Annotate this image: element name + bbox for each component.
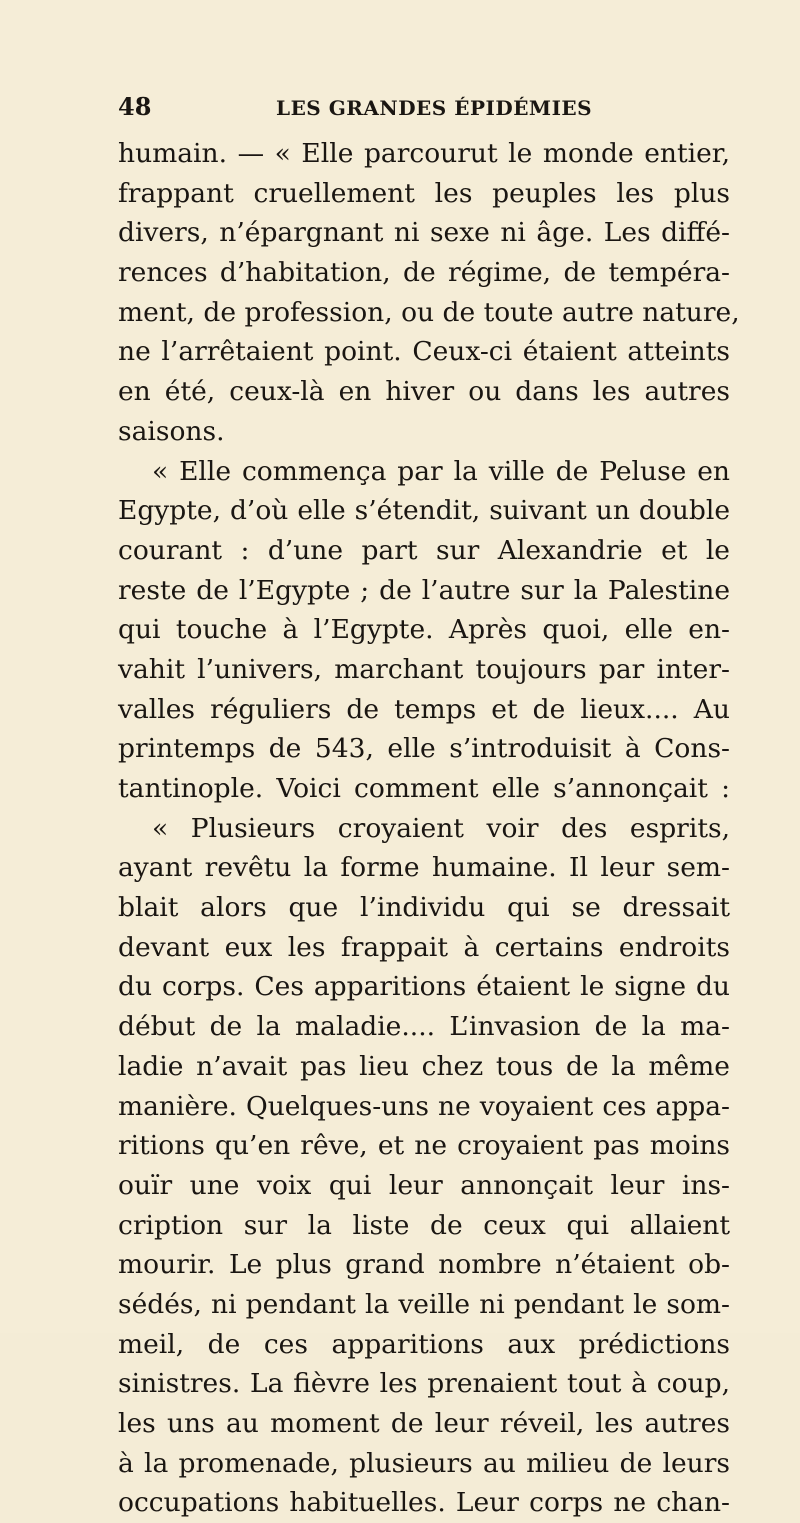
text-line: tantinople. Voici comment elle s’annonçait : (118, 773, 730, 804)
text-line: sinistres. La fièvre les prenaient tout à coup, (118, 1368, 730, 1400)
text-line: cription sur la liste de ceux qui allaient (118, 1209, 730, 1241)
text-line: début de la maladie.... L’invasion de la ma- (118, 1011, 730, 1043)
text-line: en été, ceux-là en hiver ou dans les autres (118, 376, 730, 408)
text-line: courant : d’une part sur Alexandrie et le (118, 534, 730, 566)
text-line: humain. — « Elle parcourut le monde entier, (118, 138, 730, 169)
text-line: sédés, ni pendant la veille ni pendant le som- (118, 1288, 730, 1320)
running-title: LES GRANDES ÉPIDÉMIES (276, 96, 593, 120)
text-line: « Plusieurs croyaient voir des esprits, (152, 812, 730, 844)
text-line: frappant cruellement les peuples les plus (118, 177, 730, 209)
text-line: blait alors que l’individu qui se dressait (118, 892, 730, 924)
text-line: vahit l’univers, marchant toujours par inter- (118, 653, 730, 685)
running-head (118, 92, 730, 124)
text-line: qui touche à l’Egypte. Après quoi, elle en- (118, 614, 730, 646)
text-line: printemps de 543, elle s’introduisit à Cons- (118, 733, 730, 765)
text-line: valles réguliers de temps et de lieux.... Au (118, 693, 730, 725)
page-number: 48 (118, 92, 152, 121)
text-line: à la promenade, plusieurs au milieu de leurs (118, 1447, 730, 1479)
text-line: ayant revêtu la forme humaine. Il leur sem- (118, 852, 730, 884)
text-line: Egypte, d’où elle s’étendit, suivant un double (118, 495, 730, 527)
text-line: du corps. Ces apparitions étaient le signe du (118, 971, 730, 1003)
text-line: reste de l’Egypte ; de l’autre sur la Palestine (118, 574, 730, 606)
text-line: ne l’arrêtaient point. Ceux-ci étaient atteints (118, 336, 730, 368)
text-line: ment, de profession, ou de toute autre nature, (118, 296, 740, 328)
text-line: divers, n’épargnant ni sexe ni âge. Les diffé- (118, 217, 730, 249)
body-text (118, 134, 740, 1523)
text-line: « Elle commença par la ville de Peluse en (152, 455, 730, 487)
text-line: devant eux les frappait à certains endroits (118, 931, 730, 963)
text-line: les uns au moment de leur réveil, les autres (118, 1408, 730, 1439)
text-line: ritions qu’en rêve, et ne croyaient pas moins (118, 1130, 730, 1162)
text-line: mourir. Le plus grand nombre n’étaient ob- (118, 1249, 730, 1281)
text-line: rences d’habitation, de régime, de tempéra- (118, 257, 730, 289)
text-line: occupations habituelles. Leur corps ne chan- (118, 1487, 730, 1519)
text-line: saisons. (118, 415, 225, 447)
text-line: ladie n’avait pas lieu chez tous de la même (118, 1050, 730, 1082)
text-line: ouïr une voix qui leur annonçait leur ins- (118, 1169, 730, 1201)
text-line: manière. Quelques-uns ne voyaient ces appa- (118, 1090, 730, 1122)
text-line: meil, de ces apparitions aux prédictions (118, 1328, 730, 1360)
